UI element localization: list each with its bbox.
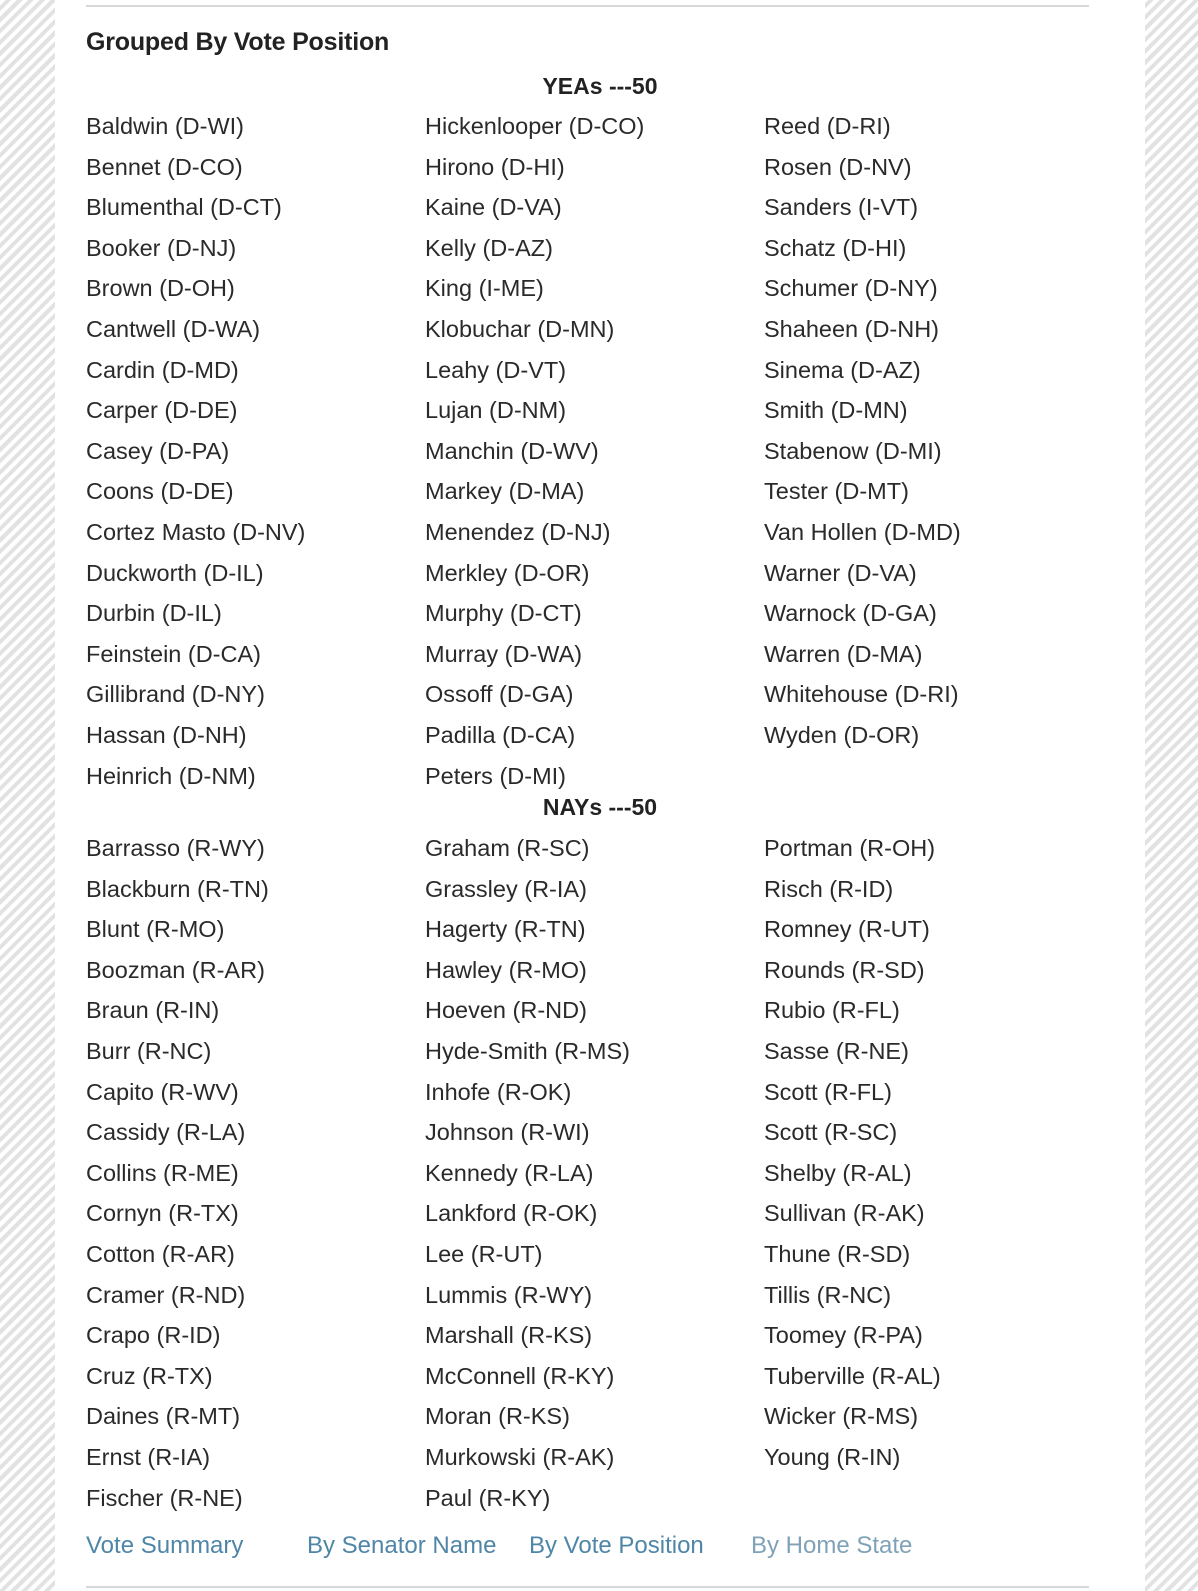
senator-entry: Booker (D-NJ) — [86, 234, 237, 261]
senator-entry: Lankford (R-OK) — [425, 1200, 598, 1227]
senator-entry: Sinema (D-AZ) — [764, 356, 921, 383]
senator-entry: Padilla (D-CA) — [425, 721, 576, 748]
bottom-divider — [86, 1586, 1089, 1588]
vote-summary-link[interactable]: Vote Summary — [86, 1532, 244, 1559]
senator-entry: Gillibrand (D-NY) — [86, 681, 265, 708]
section-heading: Grouped By Vote Position — [86, 28, 390, 56]
senator-entry: Warren (D-MA) — [764, 640, 923, 667]
senator-entry: Cramer (R-ND) — [86, 1281, 246, 1308]
senator-entry: Paul (R-KY) — [425, 1484, 551, 1511]
senator-entry: Markey (D-MA) — [425, 478, 585, 505]
senator-entry: Johnson (R-WI) — [425, 1119, 590, 1146]
senator-entry: Duckworth (D-IL) — [86, 559, 264, 586]
senator-entry: Daines (R-MT) — [86, 1403, 241, 1430]
senator-entry: Hassan (D-NH) — [86, 721, 247, 748]
senator-entry: Menendez (D-NJ) — [425, 518, 611, 545]
senator-entry: Kennedy (R-LA) — [425, 1159, 594, 1186]
senator-entry: Reed (D-RI) — [764, 113, 891, 139]
senator-entry: Ernst (R-IA) — [86, 1443, 211, 1470]
senator-entry: Hyde-Smith (R-MS) — [425, 1037, 630, 1064]
senator-entry: Peters (D-MI) — [425, 762, 566, 789]
senator-entry: Collins (R-ME) — [86, 1159, 239, 1186]
senator-entry: Sullivan (R-AK) — [764, 1200, 925, 1227]
senator-entry: Tillis (R-NC) — [764, 1281, 892, 1308]
senator-entry: Murphy (D-CT) — [425, 600, 582, 627]
senator-entry: Blumenthal (D-CT) — [86, 194, 282, 221]
senator-entry: Hagerty (R-TN) — [425, 916, 586, 943]
by-vote-position-link[interactable]: By Vote Position — [529, 1532, 704, 1559]
senator-entry: Toomey (R-PA) — [764, 1322, 923, 1349]
top-divider — [86, 5, 1089, 7]
senator-entry: Cantwell (D-WA) — [86, 315, 261, 342]
senator-entry: Barrasso (R-WY) — [86, 835, 265, 861]
senator-entry: Wicker (R-MS) — [764, 1403, 919, 1430]
senator-entry: Shaheen (D-NH) — [764, 315, 940, 342]
senator-entry: Kelly (D-AZ) — [425, 234, 553, 261]
senator-entry: Smith (D-MN) — [764, 397, 908, 424]
senator-entry: Cotton (R-AR) — [86, 1240, 235, 1267]
senator-entry: Boozman (R-AR) — [86, 956, 265, 983]
senator-entry: Whitehouse (D-RI) — [764, 681, 959, 708]
vote-view-nav — [86, 1532, 1106, 1566]
senator-entry: Fischer (R-NE) — [86, 1484, 243, 1511]
senator-entry: Tuberville (R-AL) — [764, 1362, 941, 1389]
senator-entry: Heinrich (D-NM) — [86, 762, 256, 789]
senator-entry: Klobuchar (D-MN) — [425, 315, 615, 342]
content-panel — [55, 0, 1145, 1591]
senator-entry: Brown (D-OH) — [86, 275, 235, 302]
senator-entry: Manchin (D-WV) — [425, 437, 599, 464]
senator-entry: Romney (R-UT) — [764, 916, 930, 943]
senator-entry: Murray (D-WA) — [425, 640, 583, 667]
senator-entry: Cornyn (R-TX) — [86, 1200, 239, 1227]
senator-entry: Hoeven (R-ND) — [425, 997, 587, 1024]
senator-entry: Hawley (R-MO) — [425, 956, 587, 983]
senator-entry: Bennet (D-CO) — [86, 153, 243, 180]
senator-entry: Lujan (D-NM) — [425, 397, 567, 424]
senator-entry: Scott (R-SC) — [764, 1119, 898, 1146]
senator-entry: Kaine (D-VA) — [425, 194, 562, 221]
senator-entry: Tester (D-MT) — [764, 478, 909, 505]
senator-entry: Leahy (D-VT) — [425, 356, 567, 383]
senator-entry: Stabenow (D-MI) — [764, 437, 942, 464]
senator-entry: Schumer (D-NY) — [764, 275, 938, 302]
senator-entry: McConnell (R-KY) — [425, 1362, 615, 1389]
senator-entry: Risch (R-ID) — [764, 875, 894, 902]
senator-entry: Rosen (D-NV) — [764, 153, 912, 180]
senator-entry: Moran (R-KS) — [425, 1403, 570, 1430]
senator-entry: Baldwin (D-WI) — [86, 113, 244, 139]
senator-entry: Blackburn (R-TN) — [86, 875, 269, 902]
senator-entry: Sasse (R-NE) — [764, 1037, 909, 1064]
senator-entry: Cardin (D-MD) — [86, 356, 239, 383]
senator-entry: Hickenlooper (D-CO) — [425, 113, 645, 139]
senator-entry: Thune (R-SD) — [764, 1240, 911, 1267]
senator-entry: Feinstein (D-CA) — [86, 640, 261, 667]
by-home-state-link[interactable]: By Home State — [751, 1532, 913, 1559]
senator-entry: Coons (D-DE) — [86, 478, 234, 505]
senator-entry: Scott (R-FL) — [764, 1078, 892, 1105]
senator-entry: Capito (R-WV) — [86, 1078, 239, 1105]
senator-entry: Lee (R-UT) — [425, 1240, 543, 1267]
senator-entry: King (I-ME) — [425, 275, 544, 302]
yeas-senator-list — [86, 106, 1106, 796]
senator-entry: Durbin (D-IL) — [86, 600, 222, 627]
senator-entry: Sanders (I-VT) — [764, 194, 919, 221]
by-senator-name-link[interactable]: By Senator Name — [307, 1532, 497, 1559]
senator-entry: Hirono (D-HI) — [425, 153, 565, 180]
senator-entry: Grassley (R-IA) — [425, 875, 587, 902]
senator-entry: Crapo (R-ID) — [86, 1322, 221, 1349]
senator-entry: Marshall (R-KS) — [425, 1322, 593, 1349]
nays-senator-list — [86, 828, 1106, 1518]
senator-entry: Shelby (R-AL) — [764, 1159, 912, 1186]
yeas-heading: YEAs ---50 — [542, 73, 658, 99]
senator-entry: Graham (R-SC) — [425, 835, 590, 861]
senator-entry: Wyden (D-OR) — [764, 721, 920, 748]
senator-entry: Murkowski (R-AK) — [425, 1443, 615, 1470]
senator-entry: Casey (D-PA) — [86, 437, 230, 464]
nays-heading: NAYs ---50 — [542, 794, 658, 820]
senator-entry: Schatz (D-HI) — [764, 234, 907, 261]
senator-entry: Cassidy (R-LA) — [86, 1119, 246, 1146]
senator-entry: Young (R-IN) — [764, 1443, 901, 1470]
senator-entry: Inhofe (R-OK) — [425, 1078, 572, 1105]
senator-entry: Warnock (D-GA) — [764, 600, 937, 627]
senator-entry: Rounds (R-SD) — [764, 956, 925, 983]
senator-entry: Carper (D-DE) — [86, 397, 238, 424]
senator-entry: Cortez Masto (D-NV) — [86, 518, 306, 545]
senator-entry: Braun (R-IN) — [86, 997, 220, 1024]
senator-entry: Ossoff (D-GA) — [425, 681, 574, 708]
senator-entry: Portman (R-OH) — [764, 835, 936, 861]
senator-entry: Cruz (R-TX) — [86, 1362, 213, 1389]
senator-entry: Lummis (R-WY) — [425, 1281, 593, 1308]
senator-entry: Blunt (R-MO) — [86, 916, 225, 943]
senator-entry: Merkley (D-OR) — [425, 559, 590, 586]
senator-entry: Van Hollen (D-MD) — [764, 518, 961, 545]
senator-entry: Rubio (R-FL) — [764, 997, 900, 1024]
senator-entry: Warner (D-VA) — [764, 559, 917, 586]
senator-entry: Burr (R-NC) — [86, 1037, 212, 1064]
